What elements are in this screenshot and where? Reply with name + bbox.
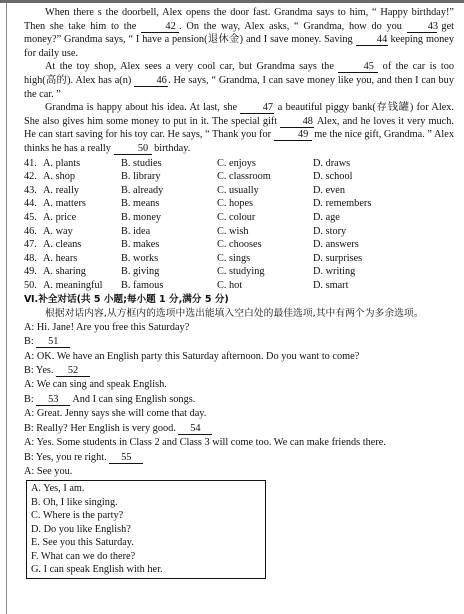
option-b[interactable]: B. studies — [121, 157, 162, 169]
option-b[interactable]: B. famous — [121, 279, 164, 291]
option-b[interactable]: B. means — [121, 198, 160, 210]
blank-55[interactable]: 55 — [109, 452, 143, 464]
blank-52[interactable]: 52 — [56, 365, 90, 377]
option-a[interactable]: A. price — [43, 211, 77, 223]
blank-53[interactable]: 53 — [36, 394, 70, 406]
option-b[interactable]: B. giving — [121, 266, 160, 278]
option-a[interactable]: A. plants — [43, 157, 81, 169]
blank-46[interactable]: 46 — [134, 75, 168, 87]
top-border — [0, 0, 464, 3]
option-d[interactable]: D. age — [313, 211, 340, 223]
option-b[interactable]: B. already — [121, 184, 164, 196]
option-d[interactable]: D. smart — [313, 279, 349, 291]
choice-box — [26, 480, 266, 579]
choice-item[interactable]: D. Do you like English? — [31, 523, 131, 535]
option-c[interactable]: C. chooses — [217, 239, 262, 251]
blank-45[interactable]: 45 — [338, 61, 378, 73]
option-row: 42. A. shop B. library C. classroom D. school — [24, 170, 454, 184]
choice-item[interactable]: E. See you this Saturday. — [31, 537, 134, 549]
option-d[interactable]: D. draws — [313, 157, 351, 169]
option-d[interactable]: D. even — [313, 184, 346, 196]
option-c[interactable]: C. hot — [217, 279, 243, 291]
option-row: 50. A. meaningful B. famous C. hot D. smart — [24, 279, 454, 293]
blank-51[interactable]: 51 — [36, 336, 70, 348]
worksheet-page — [24, 6, 454, 579]
blank-44[interactable]: 44 — [356, 34, 388, 46]
passage-paragraph-2: At the toy shop, Alex sees a very cool car, but Grandma says the 45 of the car is too high(高的). Alex has a(n) 46. He says, “ Grandma, I can save money like you, and then I can buy the car. ” — [24, 61, 454, 100]
left-margin-line — [6, 3, 7, 614]
dialogue — [24, 321, 454, 479]
option-d[interactable]: D. remembers — [313, 198, 372, 210]
option-a[interactable]: A. sharing — [43, 266, 86, 278]
dialogue-line: A: Yes. Some students in Class 2 and Class 3 will come too. We can make friends there. — [24, 437, 386, 449]
option-row: 43. A. really B. already C. usually D. even — [24, 184, 454, 198]
dialogue-line: A: Hi. Jane! Are you free this Saturday? — [24, 321, 190, 333]
choice-item[interactable]: A. Yes, I am. — [31, 483, 85, 495]
dialogue-line: A: Great. Jenny says she will come that day. — [24, 408, 207, 420]
choice-item[interactable]: G. I can speak English with her. — [31, 564, 163, 576]
option-a[interactable]: A. really — [43, 184, 80, 196]
option-b[interactable]: B. idea — [121, 225, 151, 237]
blank-54[interactable]: 54 — [178, 423, 212, 435]
option-row: 41. A. plants B. studies C. enjoys D. draws — [24, 157, 454, 171]
dialogue-line: A: We can sing and speak English. — [24, 379, 167, 391]
dialogue-line: B: 53 And I can sing English songs. — [24, 393, 196, 405]
option-b[interactable]: B. library — [121, 171, 161, 183]
dialogue-line: B: Yes. 52 — [24, 364, 454, 378]
choice-item[interactable]: C. Where is the party? — [31, 510, 124, 522]
option-c[interactable]: C. hopes — [217, 198, 254, 210]
option-a[interactable]: A. shop — [43, 171, 76, 183]
option-d[interactable]: D. story — [313, 225, 347, 237]
blank-47[interactable]: 47 — [240, 102, 274, 114]
passage-paragraph-3: Grandma is happy about his idea. At last, she 47 a beautiful piggy bank(存钱罐) for Alex. She also gives him some money to put in it. The special gift 48 Alex, and he loves it very much. He can start saving for his toy car. He says, “ Thank you for 49 me the nice gift, Grandma. ” Alex thinks he has a really 50 birthday. — [24, 102, 455, 154]
option-a[interactable]: A. matters — [43, 198, 86, 210]
blank-48[interactable]: 48 — [280, 116, 314, 128]
option-row: 48. A. hears B. works C. sings D. surprises — [24, 252, 454, 266]
option-row: 47. A. cleans B. makes C. chooses D. answers — [24, 238, 454, 252]
options-table — [24, 157, 454, 293]
blank-50[interactable]: 50 — [114, 143, 152, 155]
option-d[interactable]: D. surprises — [313, 252, 363, 264]
option-c[interactable]: C. wish — [217, 225, 249, 237]
option-c[interactable]: C. enjoys — [217, 157, 256, 169]
option-b[interactable]: B. money — [121, 211, 162, 223]
option-a[interactable]: A. meaningful — [43, 279, 103, 291]
option-row: 46. A. way B. idea C. wish D. story — [24, 225, 454, 239]
option-c[interactable]: C. sings — [217, 252, 251, 264]
option-row: 49. A. sharing B. giving C. studying D. writing — [24, 265, 454, 279]
option-row: 44. A. matters B. means C. hopes D. remembers — [24, 197, 454, 211]
blank-43[interactable]: 43 — [407, 21, 437, 33]
dialogue-line: B: 51 — [24, 335, 454, 349]
section-instruction: 根据对话内容,从方框内的选项中选出能填入空白处的最佳选项,其中有两个为多余选项。 — [45, 308, 424, 320]
option-c[interactable]: C. classroom — [217, 171, 271, 183]
option-d[interactable]: D. writing — [313, 266, 356, 278]
section-heading: Ⅵ.补全对话(共 5 小题;每小题 1 分,满分 5 分) — [24, 294, 229, 306]
choice-item[interactable]: F. What can we do there? — [31, 550, 136, 562]
option-a[interactable]: A. hears — [43, 252, 78, 264]
option-c[interactable]: C. studying — [217, 266, 265, 278]
blank-49[interactable]: 49 — [274, 129, 312, 141]
dialogue-line: B: Yes, you re right. 55 — [24, 451, 454, 465]
passage-paragraph-1: When there s the doorbell, Alex opens the door fast. Grandma says to him, “ Happy birthday!” Then she take him to the 42 . On the way, Alex asks, “ Grandma, how do you 43 get money?” Grandma says, “ I have a pension(退休金) and I save money. Saving 44 keeping money for daily use. — [24, 7, 455, 59]
dialogue-line: A: See you. — [24, 465, 73, 477]
option-c[interactable]: C. usually — [217, 184, 259, 196]
blank-42[interactable]: 42 — [141, 21, 179, 33]
choice-item[interactable]: B. Oh, I like singing. — [31, 496, 118, 508]
option-b[interactable]: B. works — [121, 252, 159, 264]
option-d[interactable]: D. school — [313, 171, 353, 183]
option-d[interactable]: D. answers — [313, 239, 359, 251]
dialogue-line: B: Really? Her English is very good. 54 — [24, 422, 454, 436]
dialogue-line: A: OK. We have an English party this Saturday afternoon. Do you want to come? — [24, 350, 360, 362]
option-a[interactable]: A. way — [43, 225, 73, 237]
option-c[interactable]: C. colour — [217, 211, 256, 223]
option-row: 45. A. price B. money C. colour D. age — [24, 211, 454, 225]
option-b[interactable]: B. makes — [121, 239, 160, 251]
option-a[interactable]: A. cleans — [43, 239, 82, 251]
